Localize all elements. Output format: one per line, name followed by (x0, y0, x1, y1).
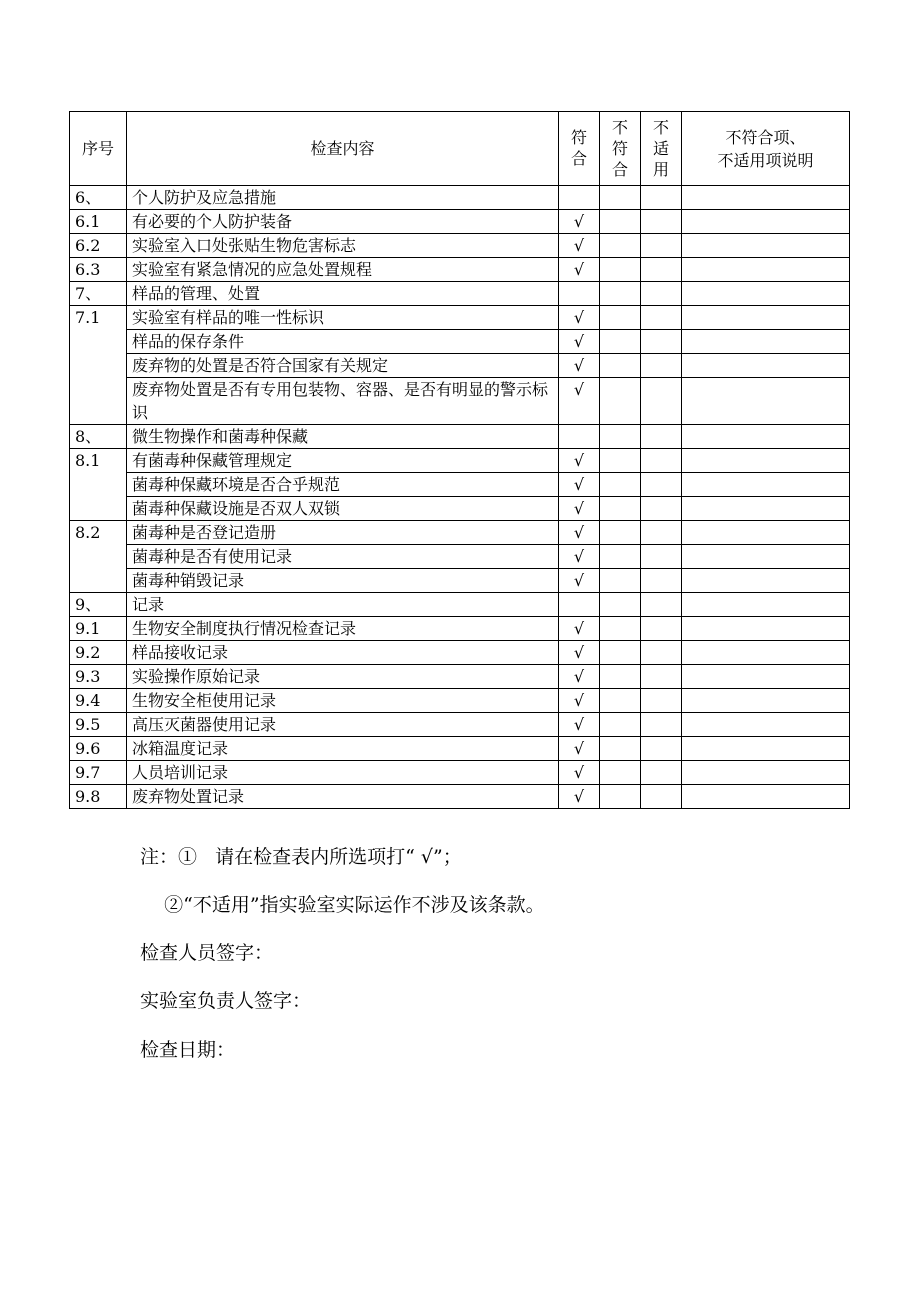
content-cell: 有必要的个人防护装备 (127, 210, 559, 234)
seq-cell: 6.2 (70, 234, 127, 258)
seq-cell: 8.1 (70, 449, 127, 521)
seq-cell: 9.6 (70, 737, 127, 761)
content-cell: 实验室有紧急情况的应急处置规程 (127, 258, 559, 282)
remark-cell[interactable] (682, 378, 850, 425)
table-row (70, 617, 850, 641)
table-row (70, 545, 850, 569)
remark-cell[interactable] (682, 449, 850, 473)
header-noncomply: 不符合 (600, 112, 641, 186)
na-check-cell[interactable] (641, 473, 682, 497)
content-cell: 生物安全柜使用记录 (127, 689, 559, 713)
noncomply-check-cell[interactable] (600, 545, 641, 569)
remark-cell[interactable] (682, 569, 850, 593)
na-check-cell[interactable] (641, 497, 682, 521)
comply-check-cell[interactable]: √ (559, 330, 600, 354)
table-row (70, 689, 850, 713)
remark-cell[interactable] (682, 473, 850, 497)
na-check-cell[interactable] (641, 210, 682, 234)
comply-check-cell[interactable] (559, 186, 600, 210)
na-check-cell[interactable] (641, 306, 682, 330)
seq-cell: 9.3 (70, 665, 127, 689)
remark-cell[interactable] (682, 306, 850, 330)
na-check-cell[interactable] (641, 330, 682, 354)
comply-check-cell[interactable]: √ (559, 569, 600, 593)
content-cell: 样品的保存条件 (127, 330, 559, 354)
comply-check-cell[interactable]: √ (559, 761, 600, 785)
comply-check-cell[interactable]: √ (559, 473, 600, 497)
header-seq: 序号 (70, 112, 127, 186)
seq-cell: 9.8 (70, 785, 127, 809)
comply-check-cell[interactable]: √ (559, 521, 600, 545)
comply-check-cell[interactable] (559, 425, 600, 449)
seq-cell: 8.2 (70, 521, 127, 593)
content-cell: 有菌毒种保藏管理规定 (127, 449, 559, 473)
content-cell: 实验操作原始记录 (127, 665, 559, 689)
na-check-cell[interactable] (641, 665, 682, 689)
remark-cell[interactable] (682, 641, 850, 665)
content-cell: 菌毒种保藏环境是否合乎规范 (127, 473, 559, 497)
table-row (70, 713, 850, 737)
na-check-cell[interactable] (641, 425, 682, 449)
comply-check-cell[interactable]: √ (559, 234, 600, 258)
comply-check-cell[interactable]: √ (559, 306, 600, 330)
table-row (70, 449, 850, 473)
remark-cell[interactable] (682, 545, 850, 569)
remark-cell[interactable] (682, 330, 850, 354)
comply-check-cell[interactable]: √ (559, 497, 600, 521)
comply-check-cell[interactable]: √ (559, 785, 600, 809)
noncomply-check-cell[interactable] (600, 449, 641, 473)
noncomply-check-cell[interactable] (600, 665, 641, 689)
noncomply-check-cell[interactable] (600, 473, 641, 497)
comply-check-cell[interactable] (559, 282, 600, 306)
na-check-cell[interactable] (641, 282, 682, 306)
table-row (70, 330, 850, 354)
na-check-cell[interactable] (641, 689, 682, 713)
lab-head-signature-label: 实验室负责人签字： (140, 990, 312, 1012)
content-cell: 废弃物处置记录 (127, 785, 559, 809)
table-row (70, 521, 850, 545)
seq-cell: 9.7 (70, 761, 127, 785)
table-row (70, 641, 850, 665)
content-cell: 人员培训记录 (127, 761, 559, 785)
table-row (70, 737, 850, 761)
comply-check-cell[interactable]: √ (559, 449, 600, 473)
remark-cell[interactable] (682, 593, 850, 617)
content-cell: 高压灭菌器使用记录 (127, 713, 559, 737)
remark-cell[interactable] (682, 665, 850, 689)
comply-check-cell[interactable]: √ (559, 378, 600, 425)
content-cell: 样品接收记录 (127, 641, 559, 665)
na-check-cell[interactable] (641, 617, 682, 641)
seq-cell: 6.1 (70, 210, 127, 234)
inspection-table (69, 111, 850, 809)
content-cell: 废弃物处置是否有专用包装物、容器、是否有明显的警示标识 (127, 378, 559, 425)
noncomply-check-cell[interactable] (600, 282, 641, 306)
noncomply-check-cell[interactable] (600, 354, 641, 378)
comply-check-cell[interactable]: √ (559, 210, 600, 234)
seq-cell: 9.1 (70, 617, 127, 641)
noncomply-check-cell[interactable] (600, 425, 641, 449)
content-cell: 样品的管理、处置 (127, 282, 559, 306)
remark-cell[interactable] (682, 282, 850, 306)
header-remark: 不符合项、 不适用项说明 (682, 112, 850, 186)
na-check-cell[interactable] (641, 186, 682, 210)
noncomply-check-cell[interactable] (600, 330, 641, 354)
content-cell: 菌毒种销毁记录 (127, 569, 559, 593)
na-check-cell[interactable] (641, 785, 682, 809)
section-row (70, 593, 850, 617)
na-check-cell[interactable] (641, 449, 682, 473)
table-row (70, 665, 850, 689)
content-cell: 生物安全制度执行情况检查记录 (127, 617, 559, 641)
comply-check-cell[interactable]: √ (559, 641, 600, 665)
noncomply-check-cell[interactable] (600, 378, 641, 425)
table-row (70, 210, 850, 234)
section-row (70, 282, 850, 306)
noncomply-check-cell[interactable] (600, 713, 641, 737)
seq-cell: 6、 (70, 186, 127, 210)
noncomply-check-cell[interactable] (600, 210, 641, 234)
table-row (70, 258, 850, 282)
noncomply-check-cell[interactable] (600, 258, 641, 282)
header-comply: 符合 (559, 112, 600, 186)
section-row (70, 425, 850, 449)
content-cell: 菌毒种保藏设施是否双人双锁 (127, 497, 559, 521)
seq-cell: 9.2 (70, 641, 127, 665)
content-cell: 微生物操作和菌毒种保藏 (127, 425, 559, 449)
remark-cell[interactable] (682, 354, 850, 378)
content-cell: 个人防护及应急措施 (127, 186, 559, 210)
seq-cell: 7、 (70, 282, 127, 306)
noncomply-check-cell[interactable] (600, 497, 641, 521)
na-check-cell[interactable] (641, 378, 682, 425)
remark-cell[interactable] (682, 689, 850, 713)
comply-check-cell[interactable]: √ (559, 737, 600, 761)
noncomply-check-cell[interactable] (600, 689, 641, 713)
noncomply-check-cell[interactable] (600, 234, 641, 258)
content-cell: 实验室入口处张贴生物危害标志 (127, 234, 559, 258)
noncomply-check-cell[interactable] (600, 306, 641, 330)
na-check-cell[interactable] (641, 569, 682, 593)
content-cell: 冰箱温度记录 (127, 737, 559, 761)
table-row (70, 306, 850, 330)
table-row (70, 569, 850, 593)
noncomply-check-cell[interactable] (600, 617, 641, 641)
noncomply-check-cell[interactable] (600, 521, 641, 545)
remark-cell[interactable] (682, 761, 850, 785)
content-cell: 废弃物的处置是否符合国家有关规定 (127, 354, 559, 378)
remark-cell[interactable] (682, 785, 850, 809)
content-cell: 记录 (127, 593, 559, 617)
seq-cell: 9、 (70, 593, 127, 617)
remark-cell[interactable] (682, 210, 850, 234)
header-na: 不适用 (641, 112, 682, 186)
comply-check-cell[interactable]: √ (559, 713, 600, 737)
note-1: 注：① 请在检查表内所选项打“ √”； (140, 846, 462, 868)
seq-cell: 8、 (70, 425, 127, 449)
noncomply-check-cell[interactable] (600, 761, 641, 785)
header-content: 检查内容 (127, 112, 559, 186)
na-check-cell[interactable] (641, 521, 682, 545)
note-2: ②“不适用”指实验室实际运作不涉及该条款。 (140, 894, 545, 916)
remark-cell[interactable] (682, 186, 850, 210)
noncomply-check-cell[interactable] (600, 593, 641, 617)
na-check-cell[interactable] (641, 593, 682, 617)
seq-cell: 9.5 (70, 713, 127, 737)
seq-cell: 9.4 (70, 689, 127, 713)
seq-cell: 7.1 (70, 306, 127, 425)
content-cell: 菌毒种是否有使用记录 (127, 545, 559, 569)
remark-cell[interactable] (682, 713, 850, 737)
inspector-signature-label: 检查人员签字： (140, 942, 274, 964)
table-row (70, 378, 850, 425)
comply-check-cell[interactable]: √ (559, 545, 600, 569)
comply-check-cell[interactable]: √ (559, 354, 600, 378)
remark-cell[interactable] (682, 258, 850, 282)
remark-cell[interactable] (682, 521, 850, 545)
content-cell: 实验室有样品的唯一性标识 (127, 306, 559, 330)
remark-cell[interactable] (682, 425, 850, 449)
table-row (70, 761, 850, 785)
inspection-date-label: 检查日期： (140, 1039, 236, 1061)
na-check-cell[interactable] (641, 545, 682, 569)
noncomply-check-cell[interactable] (600, 737, 641, 761)
noncomply-check-cell[interactable] (600, 641, 641, 665)
comply-check-cell[interactable]: √ (559, 617, 600, 641)
na-check-cell[interactable] (641, 737, 682, 761)
comply-check-cell[interactable]: √ (559, 689, 600, 713)
noncomply-check-cell[interactable] (600, 785, 641, 809)
remark-cell[interactable] (682, 617, 850, 641)
na-check-cell[interactable] (641, 234, 682, 258)
table-row (70, 785, 850, 809)
content-cell: 菌毒种是否登记造册 (127, 521, 559, 545)
table-row (70, 497, 850, 521)
seq-cell: 6.3 (70, 258, 127, 282)
na-check-cell[interactable] (641, 641, 682, 665)
table-row (70, 234, 850, 258)
remark-cell[interactable] (682, 234, 850, 258)
comply-check-cell[interactable]: √ (559, 258, 600, 282)
na-check-cell[interactable] (641, 258, 682, 282)
table-row (70, 473, 850, 497)
remark-cell[interactable] (682, 737, 850, 761)
table-row (70, 354, 850, 378)
remark-cell[interactable] (682, 497, 850, 521)
na-check-cell[interactable] (641, 713, 682, 737)
noncomply-check-cell[interactable] (600, 186, 641, 210)
noncomply-check-cell[interactable] (600, 569, 641, 593)
na-check-cell[interactable] (641, 354, 682, 378)
comply-check-cell[interactable] (559, 593, 600, 617)
na-check-cell[interactable] (641, 761, 682, 785)
comply-check-cell[interactable]: √ (559, 665, 600, 689)
section-row (70, 186, 850, 210)
